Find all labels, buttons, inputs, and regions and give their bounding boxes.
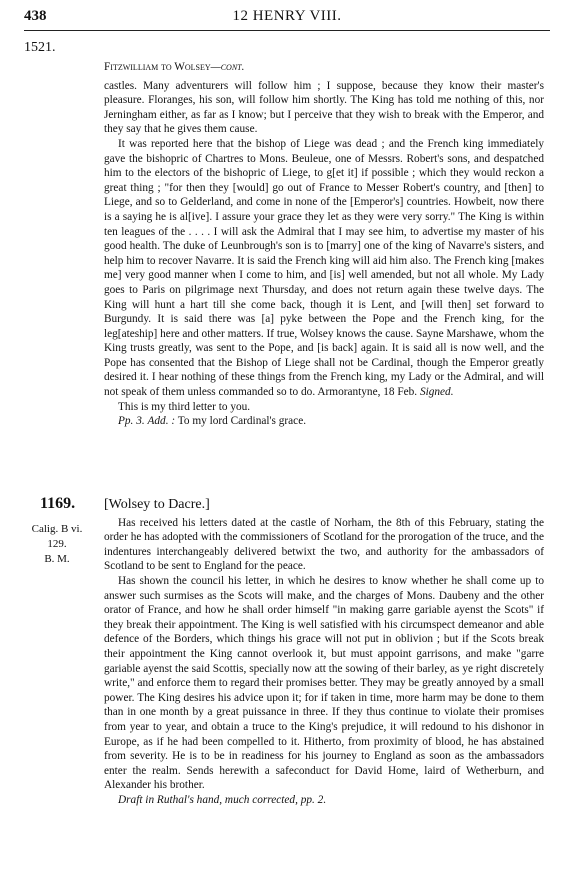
entry-number: 1169. bbox=[40, 495, 76, 512]
letter-paragraph bbox=[104, 137, 544, 400]
draft-note: Draft in Ruthal's hand, much corrected, pp. 2. bbox=[118, 793, 327, 806]
letter-paragraph-text: It was reported here that the bishop of Liege was dead ; and the French king immediately gave the bishopric of Chartres to Mons. Beuleue, one of Messrs. Robert's sons, and despatched him to the electors of the bishopric of Liege, to g[et it] if possible ; which they would reckon a great thing ; "for then they [would] go out of France to Messer Robert's country, and [then] to Liege, and so to Gelderland, and come in none of the [Emperor's] countries. Howbeit, now there is a saying he is al[ive]. I assure your grace they let as they were very sorry." The King is within ten leagues of the . . . . I will ask the Admiral that I may see him, to advertise my master of his good health. The duke of Leunbrough's son is to [marry] one of the king of Navarre's sisters, and help him to recover Navarre. It is said the French king will aid him also. The French king [makes me] very good manner when I come to him, and [is] well amended, but not all whole. My Lady goes to Paris on pilgrimage next Thursday, and does not return again these twelve days. The King will hunt a hart till she come back, though it is Lent, and [will then] set forward to Burgundy. It is said there was [a] pyke between the Pope and the French king, for the leg[ateship] here and other matters. If true, Wolsey knows the cause. Sayne Marshawe, whom the King trusts greatly, was sent to the Pope, and [is back] again. It is said all is now well, and the Pope has consented that the Bishop of Liege shall not be Cardinal, though the Emperor greatly desired it. I hear nothing of these things from the French king, my Lady or the Admiral, and will not speak of them unless commanded so to do. Armorantyne, 18 Feb. bbox=[104, 137, 544, 399]
letter-title-text: Fitzwilliam to Wolsey bbox=[104, 61, 211, 73]
letter-paragraph: This is my third letter to you. bbox=[118, 400, 251, 413]
side-ref-line: 129. bbox=[47, 538, 67, 550]
running-head: 12 HENRY VIII. bbox=[232, 8, 342, 24]
year-marker: 1521. bbox=[24, 40, 56, 55]
letter-title-suffix: —cont. bbox=[210, 61, 245, 73]
entry-heading bbox=[40, 495, 544, 513]
manuscript-reference bbox=[22, 522, 92, 567]
letter-title bbox=[104, 60, 544, 75]
address-label: Add. : bbox=[147, 415, 176, 428]
entry-paragraph: Has received his letters dated at the castle of Norham, the 8th of this February, stating the order he has adopted with the commissioners of Scotland for the prorogation of the truce, and the indentures interchangeably delivered betwixt the two, and authority for the ambassadors of Scotland to be sent to England for the peace. bbox=[104, 516, 544, 573]
page-number: 438 bbox=[24, 8, 47, 24]
letter-pages-note bbox=[104, 414, 544, 429]
entry-paragraph: Has shown the council his letter, in which he desires to know whether he shall come up to answer such surmises as the Scots will make, and the charges of Mons. Daubeny and the other orator of France, and how he shall order himself "in making garre gariable ayenst the Scots" if they break their appointment. The King is well satisfied with his circumspect demeanor and able defence of the Borders, which things his grace will not put in oblivion ; but if the Scots break their appointment the King cannot overlook it, but must appoint garrisons, and make "garre gariable ayenst the said Scottis, specially now att the sowing of their barley, as ye right discretely write," and enforce them to regard their promises better. They may be greatly annoyed by a small power. The King desires his advice upon it; for if taken in time, more harm may be done to them than in one month by a great puissance in three. If they thus continue to violate their promises from year to year, and obtain a truce to the King's prejudice, it will redound to his dishonor in Europe, as if he had been compelled to it. Hitherto, from proximity of blood, he has abstained from severity. He is to be in readiness for his journey to England as soon as the ambassadors enter the realm. Sends herewith a safeconduct for David Home, laird of Wetherburn, and Alexander his brother. bbox=[104, 574, 544, 792]
letter-section bbox=[104, 60, 544, 429]
page-header bbox=[24, 8, 550, 31]
signed-note: Signed. bbox=[419, 386, 454, 399]
pages-label: Pp. 3. bbox=[118, 415, 145, 428]
side-ref-line: Calig. B vi. bbox=[31, 523, 83, 535]
side-ref-line: B. M. bbox=[44, 553, 70, 565]
address-text: To my lord Cardinal's grace. bbox=[177, 415, 307, 428]
entry-title: [Wolsey to Dacre.] bbox=[104, 497, 210, 512]
letter-paragraph: castles. Many adventurers will follow him ; I suppose, because they know their master's pleasure. Floranges, his son, will follow him shortly. The King has told me nothing of this, nor Jerningham either, as far as I know; but I perceive that they wish to break with the Emperor, and they say that he gives them cause. bbox=[104, 79, 544, 136]
